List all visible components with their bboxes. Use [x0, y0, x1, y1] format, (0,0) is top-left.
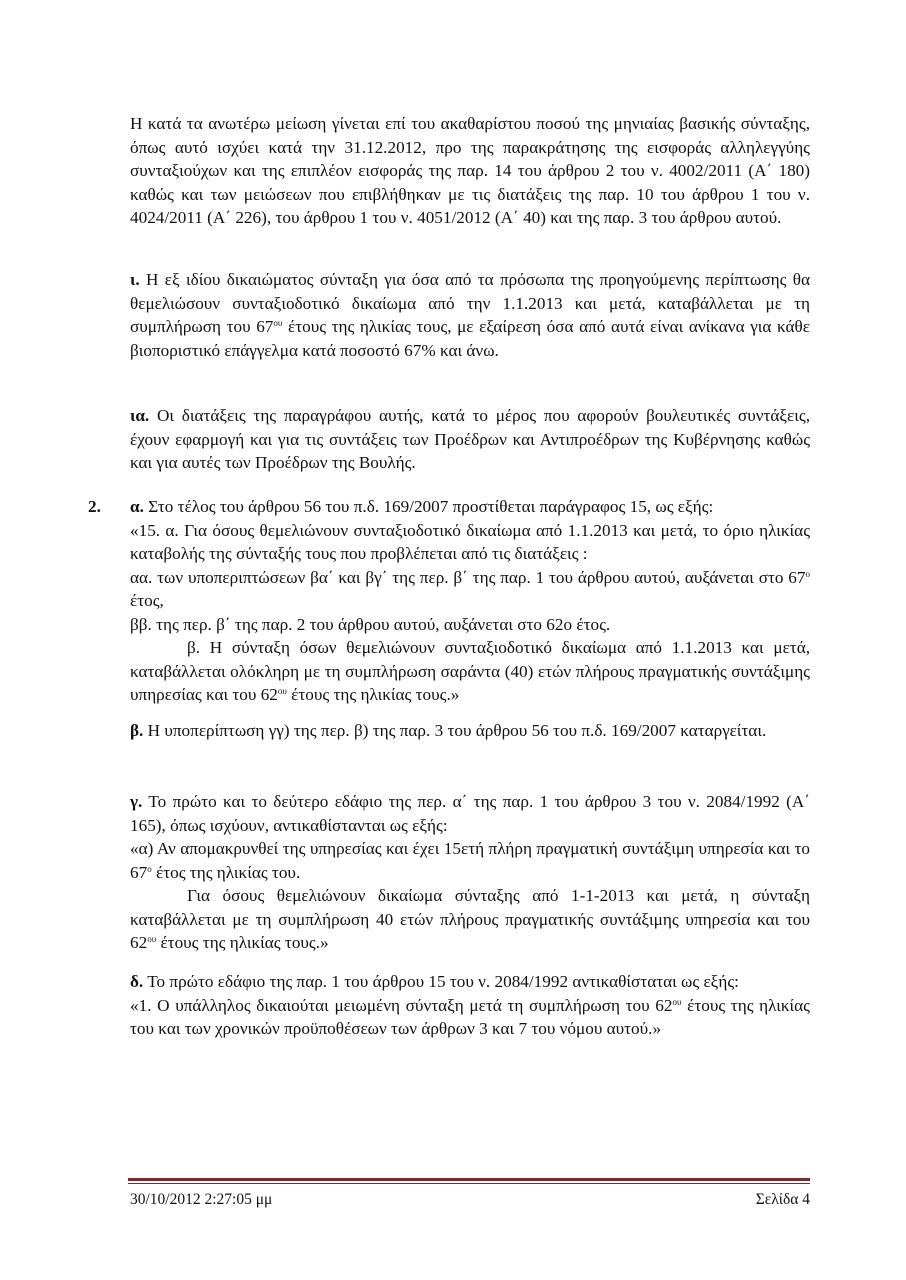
footer-page-number: Σελίδα 4	[755, 1191, 810, 1208]
paragraph-text: Το πρώτο και το δεύτερο εδάφιο της περ. α΄ της παρ. 1 του άρθρου 3 του ν. 2084/1992 (Α΄ 165), όπως ισχύουν, αντικαθίστανται ως εξής:	[130, 792, 810, 835]
paragraph-text: Η υποπερίπτωση γγ) της περ. β) της παρ. 3 του άρθρου 56 του π.δ. 169/2007 καταργείται.	[143, 721, 767, 740]
paragraph-text: Οι διατάξεις της παραγράφου αυτής, κατά το μέρος που αφορούν βουλευτικές συντάξεις, έχουν εφαρμογή και για τις συντάξεις των Προέδρων και Αντιπροέδρων της Κυβέρνησης καθώς και για αυτές των Προέδρων της Βουλής.	[130, 406, 810, 472]
paragraph-text: Στο τέλος του άρθρου 56 του π.δ. 169/2007 προστίθεται παράγραφος 15, ως εξής:	[143, 497, 714, 516]
paragraph-text: Το πρώτο εδάφιο της παρ. 1 του άρθρου 15 του ν. 2084/1992 αντικαθίσταται ως εξής:	[143, 972, 739, 991]
paragraph-text: έτους της ηλικίας τους, με εξαίρεση όσα από αυτά είναι ανίκανα για κάθε βιοποριστικό επάγγελμα κατά ποσοστό 67% και άνω.	[130, 317, 810, 360]
quote-text: έτους της ηλικίας τους.»	[156, 933, 329, 952]
footer-date: 30/10/2012 2:27:05 μμ	[130, 1191, 273, 1208]
footer-divider	[128, 1178, 810, 1181]
quote-text: αα. των υποπεριπτώσεων βα΄ και βγ΄ της περ. β΄ της παρ. 1 του άρθρου αυτού, αυξάνεται στο 67	[130, 567, 806, 587]
paragraph-reduction-basis	[130, 112, 810, 230]
paragraph-label: α.	[130, 497, 144, 516]
superscript: ου	[277, 686, 287, 696]
section-2-delta	[130, 970, 810, 1041]
paragraph-iota	[130, 268, 810, 362]
quote-text: «α) Αν απομακρυνθεί της υπηρεσίας και έχει 15ετή πλήρη πραγματική συντάξιμη υπηρεσία και το 67	[130, 839, 810, 882]
section-number: 2.	[88, 497, 101, 516]
paragraph-label: ι.	[130, 270, 140, 289]
quote-text: «15. α. Για όσους θεμελιώνουν συνταξιοδοτικό δικαίωμα από 1.1.2013 και μετά, το όριο ηλικίας καταβολής της σύνταξής τους που προβλέπεται από τις διατάξεις :	[130, 520, 810, 563]
superscript: ο	[147, 863, 152, 874]
superscript: ου	[672, 996, 682, 1007]
quote-text: ββ. της περ. β΄ της παρ. 2 του άρθρου αυτού, αυξάνεται στο 62ο έτος.	[130, 614, 611, 634]
paragraph-label: δ.	[130, 972, 144, 991]
quote-text: «1. Ο υπάλληλος δικαιούται μειωμένη σύνταξη μετά τη συμπλήρωση του 62	[130, 995, 673, 1015]
paragraph-text: Η κατά τα ανωτέρω μείωση γίνεται επί του ακαθαρίστου ποσού της μηνιαίας βασικής σύνταξης, όπως αυτό ισχύει κατά την 31.12.2012, προ της παρακράτησης της εισφοράς αλληλεγγύης συνταξιούχων και της επιπλέον εισφοράς της παρ. 14 του άρθρου 2 του ν. 4002/2011 (Α΄ 180) καθώς και των μειώσεων που επιβλήθηκαν με τις διατάξεις της παρ. 10 του άρθρου 1 του ν. 4024/2011 (Α΄ 226), του άρθρου 1 του ν. 4051/2012 (Α΄ 40) και της παρ. 3 του άρθρου αυτού.	[130, 114, 810, 227]
paragraph-iota-alpha	[130, 404, 810, 475]
quote-text: έτος,	[130, 591, 164, 610]
paragraph-label: ια.	[130, 406, 150, 425]
paragraph-label: β.	[130, 721, 144, 740]
paragraph-label: γ.	[130, 792, 143, 811]
quote-text: έτους της ηλικίας τους.»	[286, 685, 460, 704]
quote-text: έτος της ηλικίας του.	[151, 862, 301, 882]
footer-divider-thin	[128, 1183, 810, 1184]
quote-text: έτους της ηλικίας του και των χρονικών προϋποθέσεων των άρθρων 3 και 7 του νόμου αυτού.»	[130, 995, 810, 1038]
quote-text: Για όσους θεμελιώνουν δικαίωμα σύνταξης από 1-1-2013 και μετά, η σύνταξη καταβάλλεται με τη συμπλήρωση 40 ετών πλήρους πραγματικής συντάξιμης υπηρεσία και του 62	[130, 886, 810, 952]
section-2-gamma	[130, 790, 810, 955]
section-2-alpha	[130, 495, 810, 707]
superscript: ου	[147, 934, 157, 944]
superscript: ο	[805, 568, 810, 579]
superscript: ου	[273, 318, 283, 328]
section-2-beta	[130, 719, 810, 743]
paragraph-text: Η εξ ιδίου δικαιώματος σύνταξη για όσα από τα πρόσωπα της προηγούμενης περίπτωσης θα θεμελιώσουν συνταξιοδοτικό δικαίωμα από την 1.1.2013 και μετά, καταβάλλεται με τη συμπλήρωση του 67	[130, 270, 810, 336]
quote-text: β. Η σύνταξη όσων θεμελιώνουν συνταξιοδοτικό δικαίωμα από 1.1.2013 και μετά, καταβάλλεται ολόκληρη με τη συμπλήρωση σαράντα (40) ετών πλήρους πραγματικής συντάξιμης υπηρεσίας και του 62	[130, 638, 810, 704]
